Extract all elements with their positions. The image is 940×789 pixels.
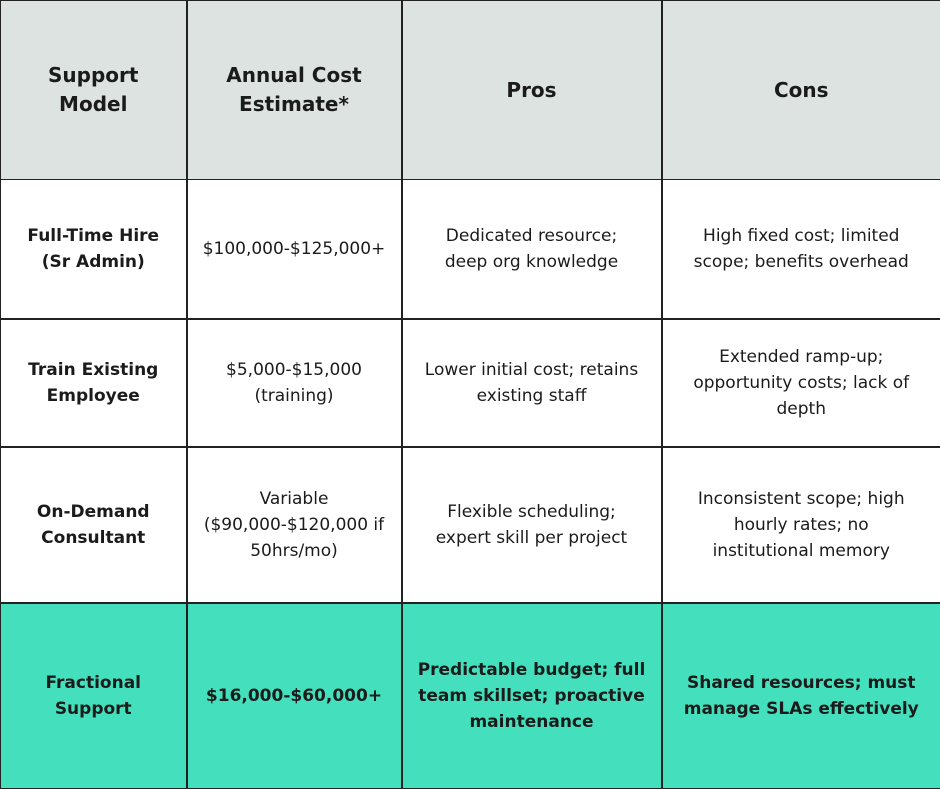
header-row (1, 1, 940, 180)
header-annual-cost-label: Annual Cost Estimate* (219, 61, 369, 119)
table-row-on-demand (1, 447, 940, 603)
cell-cons (662, 319, 940, 447)
cell-pros (402, 180, 662, 319)
cell-pros-text: Lower initial cost; retains existing staff (417, 357, 647, 409)
cell-cons-text: Extended ramp-up; opportunity costs; lack of depth (679, 344, 924, 422)
cell-pros (402, 319, 662, 447)
cell-cons (662, 603, 940, 789)
cell-cost-text: Variable ($90,000-$120,000 if 50hrs/mo) (202, 486, 387, 564)
cell-model-text: Fractional Support (18, 670, 168, 722)
cell-cons (662, 447, 940, 603)
cell-model (1, 319, 187, 447)
cell-cons (662, 180, 940, 319)
header-support-model-label: Support Model (38, 61, 148, 119)
cell-cost (187, 319, 402, 447)
cell-cost-text: $5,000-$15,000 (training) (219, 357, 369, 409)
cell-cost-text: $16,000-$60,000+ (206, 683, 382, 709)
cell-cost (187, 180, 402, 319)
header-annual-cost (187, 1, 402, 180)
header-cons-label: Cons (774, 76, 829, 105)
cell-pros-text: Flexible scheduling; expert skill per project (419, 499, 644, 551)
cell-cost (187, 447, 402, 603)
cell-cons-text: Inconsistent scope; high hourly rates; no institutional memory (681, 486, 921, 564)
table-row-fractional (1, 603, 940, 789)
table-row-train-existing (1, 319, 940, 447)
cell-cost (187, 603, 402, 789)
cell-cons-text: Shared resources; must manage SLAs effectively (677, 670, 927, 722)
cell-pros-text: Dedicated resource; deep org knowledge (427, 223, 637, 275)
header-pros-label: Pros (506, 76, 556, 105)
cell-cons-text: High fixed cost; limited scope; benefits overhead (679, 223, 924, 275)
header-cons (662, 1, 940, 180)
cell-pros (402, 447, 662, 603)
cell-model (1, 447, 187, 603)
cell-model (1, 603, 187, 789)
cell-pros-text: Predictable budget; full team skillset; proactive maintenance (417, 657, 647, 735)
cell-model (1, 180, 187, 319)
header-support-model (1, 1, 187, 180)
table-row-full-time-hire (1, 180, 940, 319)
header-pros (402, 1, 662, 180)
cell-model-text: Train Existing Employee (18, 357, 168, 409)
cell-model-text: On-Demand Consultant (18, 499, 168, 551)
cell-cost-text: $100,000-$125,000+ (203, 236, 386, 262)
cell-model-text: Full-Time Hire (Sr Admin) (18, 223, 168, 275)
cell-pros (402, 603, 662, 789)
